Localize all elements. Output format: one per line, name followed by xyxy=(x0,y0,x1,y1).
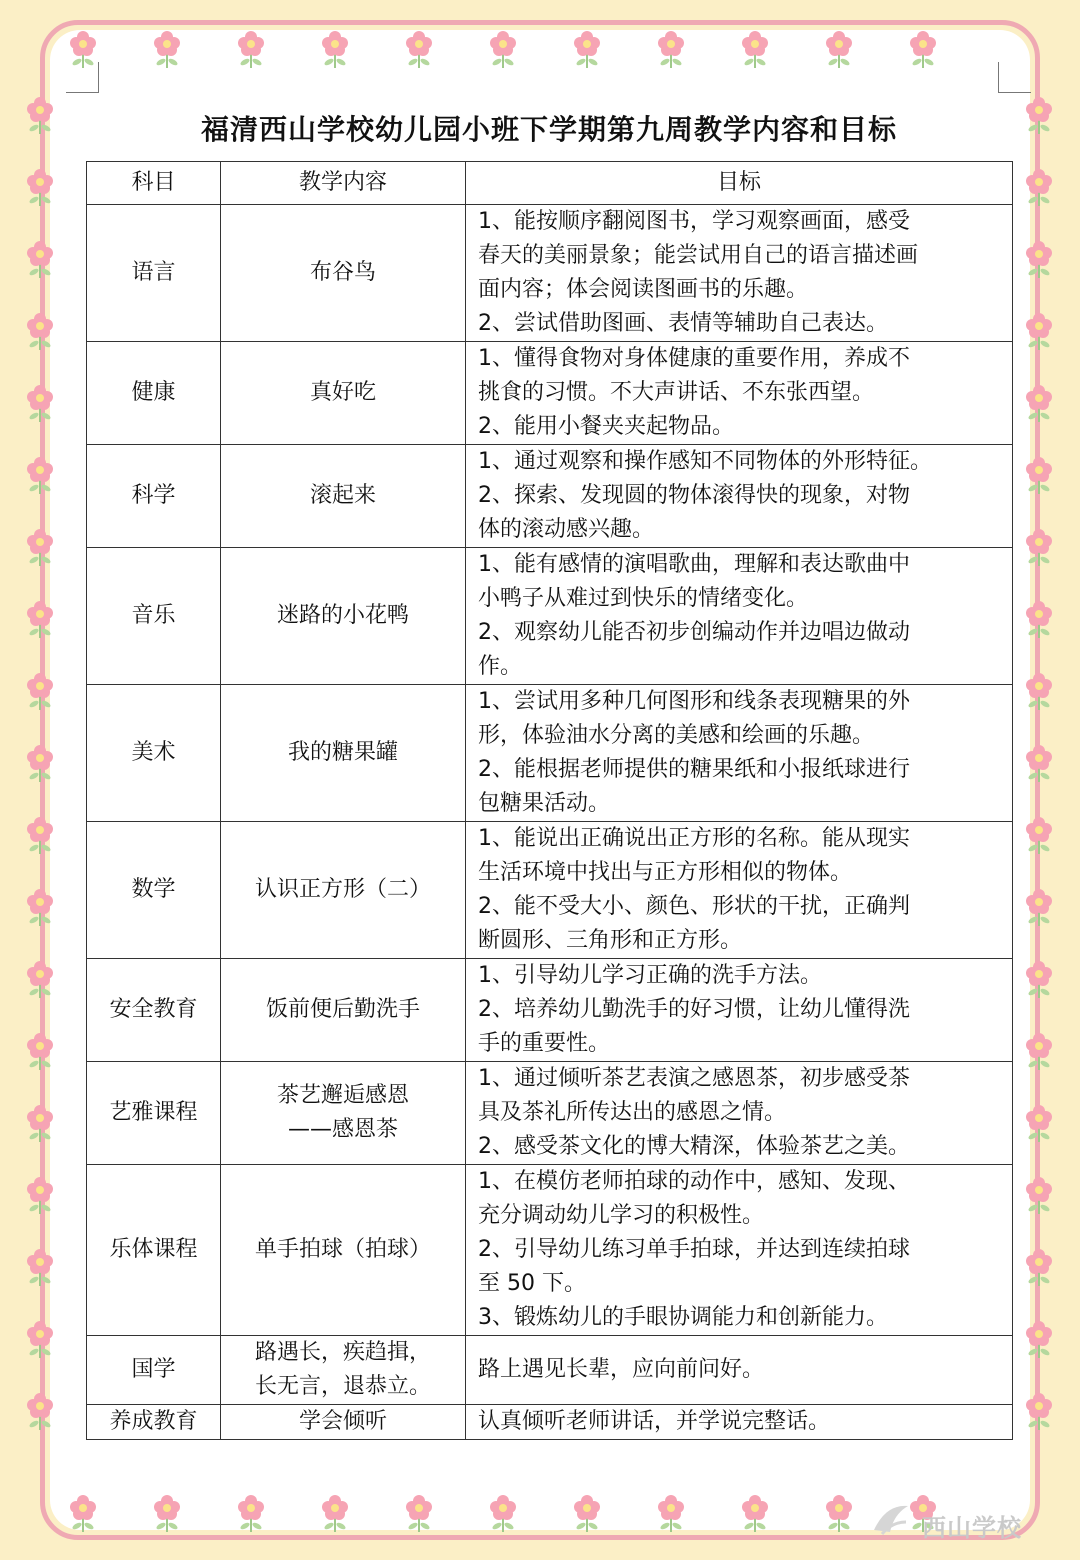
flower-icon xyxy=(25,1392,55,1432)
flower-icon xyxy=(1024,816,1054,856)
content-cell xyxy=(221,1405,466,1440)
content-line: 单手拍球（拍球） xyxy=(254,1237,431,1262)
goal-line: 体的滚动感兴趣。 xyxy=(478,517,655,542)
flower-icon xyxy=(1024,744,1054,784)
goal-cell xyxy=(466,1165,1013,1336)
flower-icon xyxy=(1024,384,1054,424)
goal-line: 形，体验油水分离的美感和绘画的乐趣。 xyxy=(478,723,875,748)
goal-line: 1、尝试用多种几何图形和线条表现糖果的外 xyxy=(478,689,910,714)
table-row xyxy=(87,685,1013,822)
goal-line: 作。 xyxy=(478,654,523,679)
flower-icon xyxy=(25,1248,55,1288)
subject-cell: 数学 xyxy=(87,822,221,959)
goal-line: 2、尝试借助图画、表情等辅助自己表达。 xyxy=(478,311,888,336)
flower-icon xyxy=(1024,96,1054,136)
goal-line: 包糖果活动。 xyxy=(478,791,611,816)
content-line: 布谷鸟 xyxy=(309,260,376,285)
goal-cell xyxy=(466,1336,1013,1405)
crop-mark-right xyxy=(998,62,1031,93)
subject-cell: 乐体课程 xyxy=(87,1165,221,1336)
goal-line: 春天的美丽景象；能尝试用自己的语言描述画 xyxy=(478,243,919,268)
table-row xyxy=(87,1336,1013,1405)
flower-icon xyxy=(236,1494,266,1534)
flower-icon xyxy=(1024,1176,1054,1216)
table-row xyxy=(87,445,1013,548)
goal-cell xyxy=(466,959,1013,1062)
flower-icon xyxy=(152,30,182,70)
table-row xyxy=(87,205,1013,342)
content-cell xyxy=(221,445,466,548)
flower-icon xyxy=(1024,600,1054,640)
table-row xyxy=(87,1165,1013,1336)
flower-icon xyxy=(488,1494,518,1534)
flower-icon xyxy=(25,960,55,1000)
subject-cell: 健康 xyxy=(87,342,221,445)
flower-icon xyxy=(1024,1392,1054,1432)
page-title: 福清西山学校幼儿园小班下学期第九周教学内容和目标 xyxy=(200,113,897,146)
flower-icon xyxy=(25,240,55,280)
goal-line: 1、在模仿老师拍球的动作中，感知、发现、 xyxy=(478,1169,910,1194)
goal-line: 充分调动幼儿学习的积极性。 xyxy=(478,1203,765,1228)
goal-cell xyxy=(466,685,1013,822)
flower-icon xyxy=(656,1494,686,1534)
goal-line: 1、通过倾听茶艺表演之感恩茶，初步感受茶 xyxy=(478,1066,910,1091)
flower-icon xyxy=(824,30,854,70)
subject-cell: 艺雅课程 xyxy=(87,1062,221,1165)
flower-icon xyxy=(1024,168,1054,208)
subject-cell: 国学 xyxy=(87,1336,221,1405)
table-row xyxy=(87,342,1013,445)
goal-line: 2、探索、发现圆的物体滚得快的现象，对物 xyxy=(478,483,910,508)
goal-line: 认真倾听老师讲话，并学说完整话。 xyxy=(478,1409,831,1434)
flower-icon xyxy=(1024,1104,1054,1144)
flower-icon xyxy=(25,312,55,352)
goal-line: 1、懂得食物对身体健康的重要作用，养成不 xyxy=(478,346,910,371)
flower-icon xyxy=(1024,312,1054,352)
goal-cell xyxy=(466,445,1013,548)
flower-icon xyxy=(1024,960,1054,1000)
content-line: 认识正方形（二） xyxy=(254,877,431,902)
content-cell xyxy=(221,1062,466,1165)
goal-line: 2、感受茶文化的博大精深，体验茶艺之美。 xyxy=(478,1134,910,1159)
watermark-text: 西山学校 xyxy=(922,1514,1022,1542)
goal-cell xyxy=(466,1405,1013,1440)
content-cell xyxy=(221,822,466,959)
goal-line: 3、锻炼幼儿的手眼协调能力和创新能力。 xyxy=(478,1305,888,1330)
flower-icon xyxy=(68,1494,98,1534)
goal-line: 路上遇见长辈，应向前问好。 xyxy=(478,1357,765,1382)
flower-icon xyxy=(740,30,770,70)
flower-icon xyxy=(1024,672,1054,712)
flower-icon xyxy=(1024,528,1054,568)
content-line: ——感恩茶 xyxy=(287,1117,398,1142)
table-row xyxy=(87,959,1013,1062)
goal-line: 手的重要性。 xyxy=(478,1031,611,1056)
flower-icon xyxy=(1024,1320,1054,1360)
header-content: 教学内容 xyxy=(221,162,466,205)
table-row xyxy=(87,1405,1013,1440)
goal-line: 2、培养幼儿勤洗手的好习惯，让幼儿懂得洗 xyxy=(478,997,910,1022)
goal-line: 1、通过观察和操作感知不同物体的外形特征。 xyxy=(478,449,932,474)
content-cell xyxy=(221,342,466,445)
flower-icon xyxy=(1024,456,1054,496)
subject-cell: 养成教育 xyxy=(87,1405,221,1440)
schedule-table xyxy=(86,161,1013,1440)
flower-icon xyxy=(1024,240,1054,280)
content-cell xyxy=(221,1336,466,1405)
goal-line: 断圆形、三角形和正方形。 xyxy=(478,928,743,953)
goal-line: 小鸭子从难过到快乐的情绪变化。 xyxy=(478,586,809,611)
subject-cell: 语言 xyxy=(87,205,221,342)
goal-line: 2、引导幼儿练习单手拍球，并达到连续拍球 xyxy=(478,1237,910,1262)
goal-line: 2、能根据老师提供的糖果纸和小报纸球进行 xyxy=(478,757,910,782)
table-row xyxy=(87,548,1013,685)
flower-icon xyxy=(572,1494,602,1534)
header-goal: 目标 xyxy=(466,162,1013,205)
subject-cell: 音乐 xyxy=(87,548,221,685)
content-cell xyxy=(221,959,466,1062)
flower-icon xyxy=(1024,1032,1054,1072)
flower-icon xyxy=(236,30,266,70)
table-row xyxy=(87,1062,1013,1165)
flower-icon xyxy=(1024,1248,1054,1288)
flower-icon xyxy=(740,1494,770,1534)
content-line: 饭前便后勤洗手 xyxy=(265,997,420,1022)
content-cell xyxy=(221,548,466,685)
flower-icon xyxy=(656,30,686,70)
header-subject: 科目 xyxy=(87,162,221,205)
flower-icon xyxy=(320,30,350,70)
content-line: 路遇长，疾趋揖， xyxy=(254,1340,431,1365)
goal-line: 2、能用小餐夹夹起物品。 xyxy=(478,414,734,439)
flower-icon xyxy=(908,30,938,70)
flower-icon xyxy=(404,1494,434,1534)
flower-icon xyxy=(25,1104,55,1144)
goal-line: 1、能说出正确说出正方形的名称。能从现实 xyxy=(478,826,910,851)
goal-cell xyxy=(466,822,1013,959)
flower-icon xyxy=(25,600,55,640)
flower-icon xyxy=(824,1494,854,1534)
flower-icon xyxy=(320,1494,350,1534)
goal-cell xyxy=(466,205,1013,342)
goal-line: 1、能有感情的演唱歌曲，理解和表达歌曲中 xyxy=(478,552,910,577)
subject-cell: 科学 xyxy=(87,445,221,548)
flower-icon xyxy=(152,1494,182,1534)
goal-line: 2、能不受大小、颜色、形状的干扰，正确判 xyxy=(478,894,910,919)
flower-icon xyxy=(25,456,55,496)
content-line: 我的糖果罐 xyxy=(287,740,398,765)
content-cell xyxy=(221,1165,466,1336)
content-line: 迷路的小花鸭 xyxy=(276,603,409,628)
subject-cell: 美术 xyxy=(87,685,221,822)
goal-line: 面内容；体会阅读图画书的乐趣。 xyxy=(478,277,809,302)
goal-cell xyxy=(466,548,1013,685)
flower-icon xyxy=(25,384,55,424)
content-line: 滚起来 xyxy=(309,483,376,508)
flower-icon xyxy=(25,744,55,784)
goal-line: 1、引导幼儿学习正确的洗手方法。 xyxy=(478,963,822,988)
flower-icon xyxy=(25,168,55,208)
watermark-logo-icon xyxy=(868,1500,914,1540)
crop-mark-left xyxy=(66,62,99,93)
flower-icon xyxy=(25,816,55,856)
flower-icon xyxy=(25,528,55,568)
goal-cell xyxy=(466,342,1013,445)
goal-line: 生活环境中找出与正方形相似的物体。 xyxy=(478,860,853,885)
content-line: 长无言，退恭立。 xyxy=(254,1374,431,1399)
flower-icon xyxy=(25,672,55,712)
content-line: 真好吃 xyxy=(309,380,376,405)
goal-cell xyxy=(466,1062,1013,1165)
flower-icon xyxy=(1024,888,1054,928)
goal-line: 1、能按顺序翻阅图书，学习观察画面，感受 xyxy=(478,209,910,234)
flower-icon xyxy=(25,1176,55,1216)
header-row xyxy=(87,162,1013,205)
flower-icon xyxy=(25,1320,55,1360)
goal-line: 具及茶礼所传达出的感恩之情。 xyxy=(478,1100,787,1125)
goal-line: 挑食的习惯。不大声讲话、不东张西望。 xyxy=(478,380,875,405)
subject-cell: 安全教育 xyxy=(87,959,221,1062)
flower-icon xyxy=(25,96,55,136)
flower-icon xyxy=(404,30,434,70)
content-cell xyxy=(221,685,466,822)
flower-icon xyxy=(25,888,55,928)
flower-icon xyxy=(488,30,518,70)
content-cell xyxy=(221,205,466,342)
flower-icon xyxy=(25,1032,55,1072)
content-line: 学会倾听 xyxy=(298,1409,387,1434)
goal-line: 2、观察幼儿能否初步创编动作并边唱边做动 xyxy=(478,620,910,645)
goal-line: 至 50 下。 xyxy=(478,1271,586,1296)
table-row xyxy=(87,822,1013,959)
content-line: 茶艺邂逅感恩 xyxy=(276,1083,409,1108)
flower-icon xyxy=(572,30,602,70)
